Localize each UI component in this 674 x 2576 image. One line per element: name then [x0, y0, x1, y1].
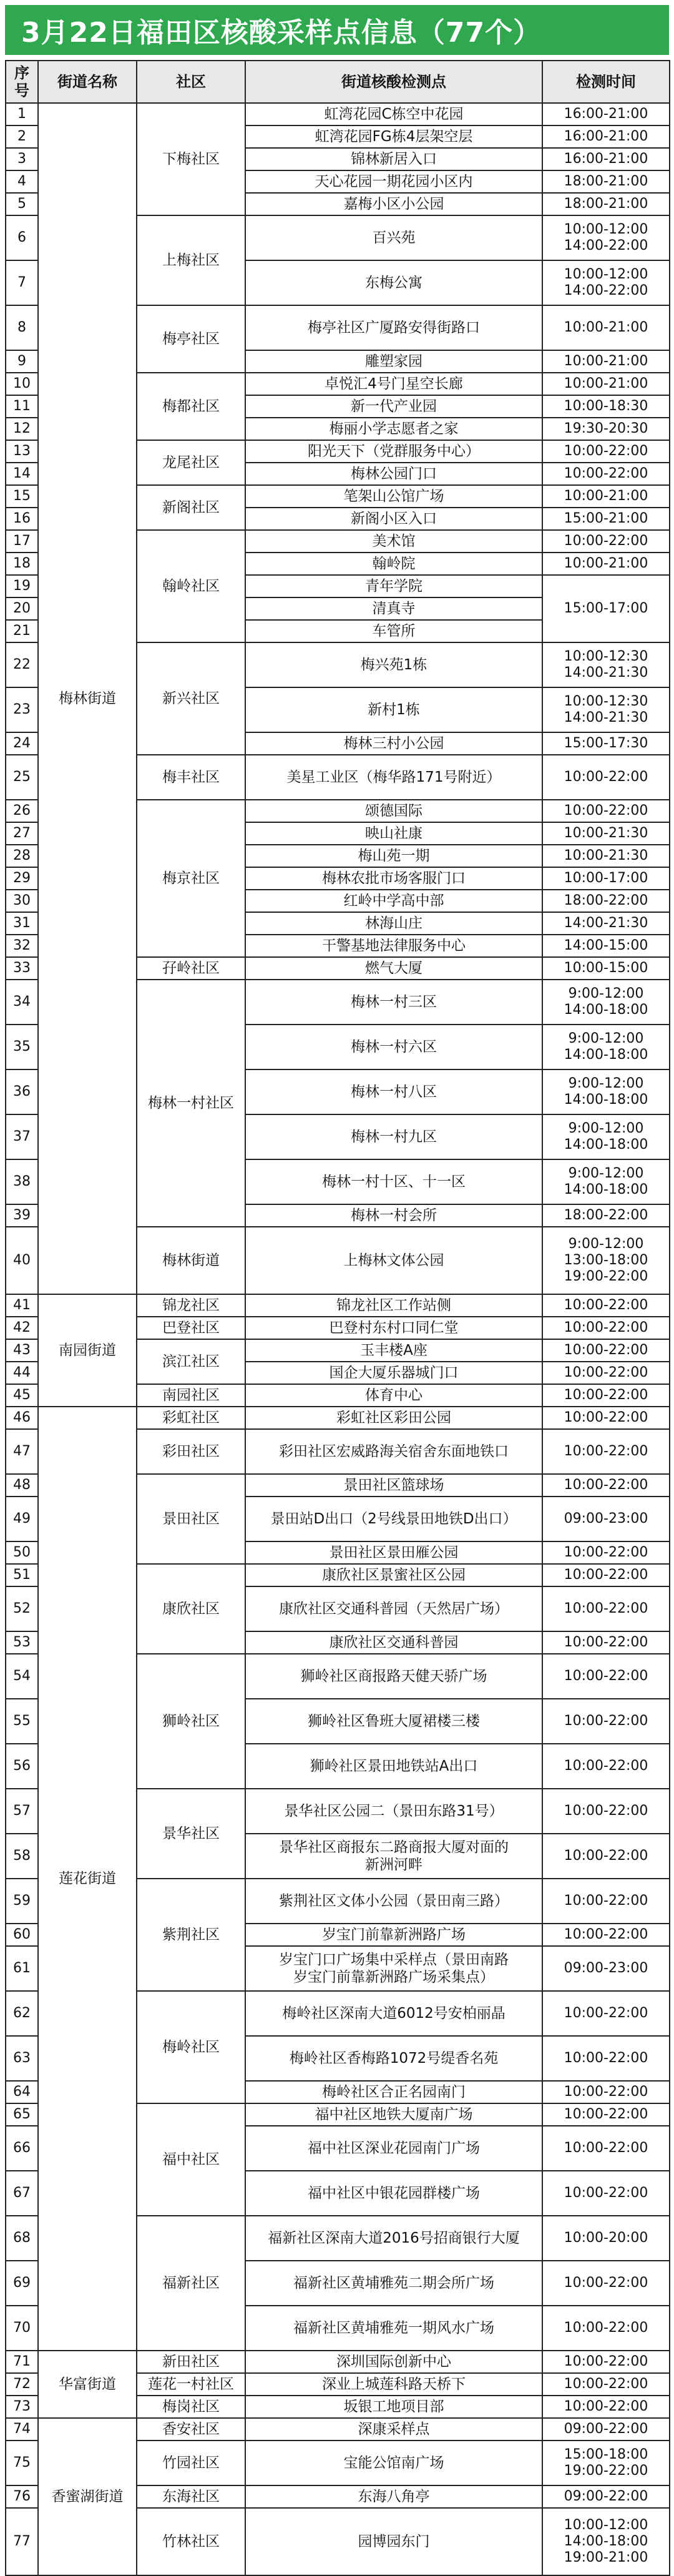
testing-time: 9:00-12:00 14:00-18:00: [542, 1025, 670, 1069]
table-body: [6, 103, 670, 2575]
row-seq: 65: [6, 2103, 38, 2126]
testing-site: 虹湾花园FG栋4层架空层: [245, 125, 542, 148]
community-name: 南园社区: [137, 1384, 245, 1407]
testing-site: 新村1栋: [245, 687, 542, 732]
row-seq: 71: [6, 2351, 38, 2373]
testing-site: 青年学院: [245, 575, 542, 597]
header-time: 检测时间: [542, 61, 670, 103]
row-seq: 69: [6, 2261, 38, 2306]
row-seq: 13: [6, 440, 38, 463]
community-name: 竹林社区: [137, 2508, 245, 2575]
row-seq: 60: [6, 1924, 38, 1946]
row-seq: 75: [6, 2441, 38, 2485]
testing-site: 坂银工地项目部: [245, 2396, 542, 2418]
testing-site: 巴登村东村口同仁堂: [245, 1317, 542, 1339]
testing-site: 紫荆社区文体小公园（景田南三路）: [245, 1879, 542, 1924]
testing-site: 嘉梅小区小公园: [245, 193, 542, 215]
testing-site: 景田社区景田雁公园: [245, 1541, 542, 1564]
testing-time: 10:00-22:00: [542, 1317, 670, 1339]
testing-time: 10:00-22:00: [542, 1699, 670, 1744]
row-seq: 28: [6, 845, 38, 867]
testing-site: 林海山庄: [245, 912, 542, 935]
street-name: 莲花街道: [38, 1407, 137, 2351]
testing-time: 10:00-22:00: [542, 2373, 670, 2396]
row-seq: 23: [6, 687, 38, 732]
community-name: 竹园社区: [137, 2441, 245, 2485]
row-seq: 4: [6, 170, 38, 193]
testing-site: 宝能公馆南广场: [245, 2441, 542, 2485]
row-seq: 49: [6, 1497, 38, 1541]
testing-time: 10:00-22:00: [542, 1654, 670, 1699]
community-name: 狮岭社区: [137, 1654, 245, 1789]
testing-time: 10:00-22:00: [542, 1631, 670, 1654]
row-seq: 46: [6, 1407, 38, 1429]
row-seq: 59: [6, 1879, 38, 1924]
testing-time: 10:00-15:00: [542, 957, 670, 980]
testing-time: 15:00-18:00 19:00-22:00: [542, 2441, 670, 2485]
testing-site: 福新社区深南大道2016号招商银行大厦: [245, 2216, 542, 2261]
row-seq: 74: [6, 2418, 38, 2441]
testing-site: 梅亭社区广厦路安得街路口: [245, 305, 542, 350]
testing-site: 梅林一村三区: [245, 980, 542, 1025]
row-seq: 70: [6, 2306, 38, 2351]
testing-time: 10:00-22:00: [542, 530, 670, 553]
header-row: [6, 61, 670, 103]
testing-site: 园博园东门: [245, 2508, 542, 2575]
testing-site: 国企大厦乐器城门口: [245, 1362, 542, 1384]
community-name: 福中社区: [137, 2103, 245, 2216]
testing-time: 10:00-22:00: [542, 1789, 670, 1834]
testing-site: 岁宝门口广场集中采样点（景田南路 岁宝门前靠新洲路广场采集点）: [245, 1946, 542, 1991]
testing-site: 百兴苑: [245, 215, 542, 260]
row-seq: 32: [6, 935, 38, 957]
testing-site: 梅岭社区合正名园南门: [245, 2081, 542, 2103]
row-seq: 10: [6, 373, 38, 395]
row-seq: 68: [6, 2216, 38, 2261]
testing-time: 10:00-22:00: [542, 1744, 670, 1789]
page-title: 3月22日福田区核酸采样点信息（77个）: [21, 17, 542, 49]
testing-site: 深康采样点: [245, 2418, 542, 2441]
testing-time: 10:00-21:30: [542, 822, 670, 845]
testing-time: 18:00-21:00: [542, 170, 670, 193]
row-seq: 51: [6, 1564, 38, 1586]
community-name: 景田社区: [137, 1474, 245, 1564]
row-seq: 2: [6, 125, 38, 148]
row-seq: 29: [6, 867, 38, 890]
testing-time: 10:00-22:00: [542, 1429, 670, 1474]
testing-site: 梅林三村小公园: [245, 732, 542, 755]
testing-time: 9:00-12:00 14:00-18:00: [542, 1069, 670, 1114]
testing-time: 9:00-12:00 14:00-18:00: [542, 1114, 670, 1159]
row-seq: 58: [6, 1834, 38, 1879]
testing-time: 9:00-12:00 14:00-18:00: [542, 980, 670, 1025]
testing-site: 阳光天下（党群服务中心）: [245, 440, 542, 463]
testing-site: 颂德国际: [245, 800, 542, 822]
testing-site: 新一代产业园: [245, 395, 542, 418]
row-seq: 9: [6, 350, 38, 373]
community-name: 梅岭社区: [137, 1991, 245, 2103]
row-seq: 53: [6, 1631, 38, 1654]
community-name: 新田社区: [137, 2351, 245, 2373]
testing-site: 深圳国际创新中心: [245, 2351, 542, 2373]
testing-time: 10:00-12:00 14:00-22:00: [542, 215, 670, 260]
testing-site: 梅岭社区香梅路1072号缇香名苑: [245, 2036, 542, 2081]
row-seq: 33: [6, 957, 38, 980]
testing-time: 10:00-22:00: [542, 1564, 670, 1586]
row-seq: 54: [6, 1654, 38, 1699]
community-name: 彩田社区: [137, 1429, 245, 1474]
testing-time: 10:00-22:00: [542, 1991, 670, 2036]
row-seq: 52: [6, 1586, 38, 1631]
testing-site: 岁宝门前靠新洲路广场: [245, 1924, 542, 1946]
community-name: 福新社区: [137, 2216, 245, 2351]
community-name: 莲花一村社区: [137, 2373, 245, 2396]
testing-time: 10:00-22:00: [542, 2396, 670, 2418]
testing-time: 10:00-17:00: [542, 867, 670, 890]
community-name: 东海社区: [137, 2485, 245, 2508]
testing-site: 梅林一村六区: [245, 1025, 542, 1069]
testing-time: 10:00-22:00: [542, 1339, 670, 1362]
row-seq: 67: [6, 2171, 38, 2216]
community-name: 梅亭社区: [137, 305, 245, 373]
testing-site: 翰岭院: [245, 553, 542, 575]
row-seq: 15: [6, 485, 38, 508]
testing-time: 10:00-22:00: [542, 2171, 670, 2216]
row-seq: 76: [6, 2485, 38, 2508]
community-name: 香安社区: [137, 2418, 245, 2441]
community-name: 上梅社区: [137, 215, 245, 305]
testing-time: 10:00-12:30 14:00-21:30: [542, 642, 670, 687]
testing-site: 美术馆: [245, 530, 542, 553]
row-seq: 11: [6, 395, 38, 418]
row-seq: 22: [6, 642, 38, 687]
row-seq: 6: [6, 215, 38, 260]
testing-time: 16:00-21:00: [542, 103, 670, 125]
street-name: 南园街道: [38, 1294, 137, 1407]
row-seq: 66: [6, 2126, 38, 2171]
testing-site: 梅岭社区深南大道6012号安柏丽晶: [245, 1991, 542, 2036]
testing-time: 10:00-12:00 14:00-18:00 19:00-21:00: [542, 2508, 670, 2575]
testing-site: 景华社区公园二（景田东路31号）: [245, 1789, 542, 1834]
header-community: 社区: [137, 61, 245, 103]
testing-site: 梅兴苑1栋: [245, 642, 542, 687]
testing-time: 10:00-22:00: [542, 1294, 670, 1317]
testing-site: 卓悦汇4号门星空长廊: [245, 373, 542, 395]
community-name: 紫荆社区: [137, 1879, 245, 1991]
street-name: 梅林街道: [38, 103, 137, 1294]
testing-site: 东梅公寓: [245, 260, 542, 305]
row-seq: 45: [6, 1384, 38, 1407]
row-seq: 36: [6, 1069, 38, 1114]
community-name: 下梅社区: [137, 103, 245, 215]
table-row: [6, 2351, 670, 2373]
testing-time: 10:00-18:30: [542, 395, 670, 418]
testing-site: 梅山苑一期: [245, 845, 542, 867]
row-seq: 55: [6, 1699, 38, 1744]
testing-site: 梅林一村八区: [245, 1069, 542, 1114]
testing-site: 康欣社区交通科普园: [245, 1631, 542, 1654]
row-seq: 42: [6, 1317, 38, 1339]
testing-time: 16:00-21:00: [542, 125, 670, 148]
row-seq: 3: [6, 148, 38, 170]
testing-site: 狮岭社区鲁班大厦裙楼三楼: [245, 1699, 542, 1744]
testing-time: 9:00-12:00 14:00-18:00: [542, 1159, 670, 1204]
testing-time: 10:00-22:00: [542, 2103, 670, 2126]
row-seq: 20: [6, 597, 38, 620]
testing-site: 雕塑家园: [245, 350, 542, 373]
testing-site: 梅林一村会所: [245, 1204, 542, 1227]
testing-time: 10:00-22:00: [542, 1384, 670, 1407]
community-name: 新阁社区: [137, 485, 245, 530]
row-seq: 39: [6, 1204, 38, 1227]
row-seq: 19: [6, 575, 38, 597]
row-seq: 57: [6, 1789, 38, 1834]
testing-time: 10:00-21:30: [542, 845, 670, 867]
title-banner: [5, 5, 669, 55]
row-seq: 47: [6, 1429, 38, 1474]
testing-time: 16:00-21:00: [542, 148, 670, 170]
row-seq: 62: [6, 1991, 38, 2036]
row-seq: 48: [6, 1474, 38, 1497]
community-name: 孖岭社区: [137, 957, 245, 980]
header-seq: 序号: [6, 61, 38, 103]
testing-time: 10:00-22:00: [542, 1541, 670, 1564]
testing-site: 红岭中学高中部: [245, 890, 542, 912]
community-name: 梅林街道: [137, 1227, 245, 1294]
row-seq: 77: [6, 2508, 38, 2575]
testing-time: 18:00-22:00: [542, 890, 670, 912]
table-row: [6, 1294, 670, 1317]
testing-sites-table: [5, 60, 670, 2576]
row-seq: 38: [6, 1159, 38, 1204]
testing-time: 18:00-21:00: [542, 193, 670, 215]
testing-time: 10:00-22:00: [542, 1924, 670, 1946]
row-seq: 73: [6, 2396, 38, 2418]
testing-site: 深业上城莲科路天桥下: [245, 2373, 542, 2396]
testing-time: 10:00-22:00: [542, 1474, 670, 1497]
row-seq: 7: [6, 260, 38, 305]
testing-site: 福新社区黄埔雅苑二期会所广场: [245, 2261, 542, 2306]
community-name: 梅丰社区: [137, 755, 245, 800]
testing-site: 锦龙社区工作站侧: [245, 1294, 542, 1317]
testing-site: 福中社区深业花园南门广场: [245, 2126, 542, 2171]
row-seq: 24: [6, 732, 38, 755]
row-seq: 1: [6, 103, 38, 125]
row-seq: 18: [6, 553, 38, 575]
row-seq: 5: [6, 193, 38, 215]
testing-site: 梅林公园门口: [245, 463, 542, 485]
testing-time: 18:00-22:00: [542, 1204, 670, 1227]
row-seq: 8: [6, 305, 38, 350]
community-name: 翰岭社区: [137, 530, 245, 642]
testing-site: 彩虹社区彩田公园: [245, 1407, 542, 1429]
row-seq: 56: [6, 1744, 38, 1789]
testing-site: 体育中心: [245, 1384, 542, 1407]
header-street: 街道名称: [38, 61, 137, 103]
community-name: 梅林一村社区: [137, 980, 245, 1227]
testing-time: 10:00-22:00: [542, 800, 670, 822]
testing-time: 09:00-22:00: [542, 2418, 670, 2441]
table-row: [6, 1407, 670, 1429]
testing-site: 玉丰楼A座: [245, 1339, 542, 1362]
row-seq: 12: [6, 418, 38, 440]
row-seq: 26: [6, 800, 38, 822]
community-name: 龙尾社区: [137, 440, 245, 485]
testing-site: 梅林一村十区、十一区: [245, 1159, 542, 1204]
testing-site: 映山社康: [245, 822, 542, 845]
community-name: 巴登社区: [137, 1317, 245, 1339]
testing-time: 10:00-12:30 14:00-21:30: [542, 687, 670, 732]
testing-time: 15:00-21:00: [542, 508, 670, 530]
testing-site: 美星工业区（梅华路171号附近）: [245, 755, 542, 800]
testing-site: 燃气大厦: [245, 957, 542, 980]
testing-site: 景田社区篮球场: [245, 1474, 542, 1497]
testing-site: 锦林新居入口: [245, 148, 542, 170]
testing-site: 福中社区地铁大厦南广场: [245, 2103, 542, 2126]
testing-site: 虹湾花园C栋空中花园: [245, 103, 542, 125]
street-name: 香蜜湖街道: [38, 2418, 137, 2575]
testing-time: 10:00-22:00: [542, 2126, 670, 2171]
testing-site: 梅林农批市场客服门口: [245, 867, 542, 890]
testing-time: 10:00-22:00: [542, 1834, 670, 1879]
testing-time: 09:00-23:00: [542, 1497, 670, 1541]
testing-time: 10:00-22:00: [542, 2081, 670, 2103]
street-name: 华富街道: [38, 2351, 137, 2418]
testing-site: 干警基地法律服务中心: [245, 935, 542, 957]
testing-site: 清真寺: [245, 597, 542, 620]
testing-time: 15:00-17:30: [542, 732, 670, 755]
testing-time: 10:00-22:00: [542, 2261, 670, 2306]
row-seq: 40: [6, 1227, 38, 1294]
testing-site: 东海八角亭: [245, 2485, 542, 2508]
testing-time: 09:00-22:00: [542, 2485, 670, 2508]
row-seq: 34: [6, 980, 38, 1025]
testing-site: 康欣社区交通科普园（天然居广场）: [245, 1586, 542, 1631]
testing-time: 10:00-21:00: [542, 350, 670, 373]
testing-time: 19:30-20:30: [542, 418, 670, 440]
testing-site: 上梅林文体公园: [245, 1227, 542, 1294]
testing-site: 车管所: [245, 620, 542, 642]
testing-site: 康欣社区景蜜社区公园: [245, 1564, 542, 1586]
testing-site: 彩田社区宏威路海关宿舍东面地铁口: [245, 1429, 542, 1474]
testing-time: 10:00-12:00 14:00-22:00: [542, 260, 670, 305]
row-seq: 37: [6, 1114, 38, 1159]
row-seq: 41: [6, 1294, 38, 1317]
testing-site: 福中社区中银花园群楼广场: [245, 2171, 542, 2216]
testing-time: 10:00-21:00: [542, 485, 670, 508]
row-seq: 50: [6, 1541, 38, 1564]
community-name: 梅岗社区: [137, 2396, 245, 2418]
testing-site: 狮岭社区景田地铁站A出口: [245, 1744, 542, 1789]
testing-time: 10:00-22:00: [542, 1407, 670, 1429]
community-name: 滨江社区: [137, 1339, 245, 1384]
testing-site: 梅丽小学志愿者之家: [245, 418, 542, 440]
community-name: 新兴社区: [137, 642, 245, 755]
testing-time: 14:00-21:30: [542, 912, 670, 935]
testing-time: 10:00-21:00: [542, 305, 670, 350]
testing-time: 10:00-22:00: [542, 1586, 670, 1631]
testing-time: 10:00-22:00: [542, 2306, 670, 2351]
testing-time: 10:00-20:00: [542, 2216, 670, 2261]
testing-site: 新阁小区入口: [245, 508, 542, 530]
testing-time: 10:00-22:00: [542, 1879, 670, 1924]
row-seq: 35: [6, 1025, 38, 1069]
testing-time: 10:00-22:00: [542, 2036, 670, 2081]
row-seq: 21: [6, 620, 38, 642]
row-seq: 72: [6, 2373, 38, 2396]
row-seq: 30: [6, 890, 38, 912]
row-seq: 25: [6, 755, 38, 800]
row-seq: 17: [6, 530, 38, 553]
community-name: 彩虹社区: [137, 1407, 245, 1429]
testing-time: 10:00-22:00: [542, 1362, 670, 1384]
row-seq: 43: [6, 1339, 38, 1362]
row-seq: 16: [6, 508, 38, 530]
testing-site: 天心花园一期花园小区内: [245, 170, 542, 193]
testing-time: 10:00-22:00: [542, 2351, 670, 2373]
community-name: 景华社区: [137, 1789, 245, 1879]
row-seq: 44: [6, 1362, 38, 1384]
row-seq: 64: [6, 2081, 38, 2103]
testing-time: 9:00-12:00 13:00-18:00 19:00-22:00: [542, 1227, 670, 1294]
testing-time: 10:00-22:00: [542, 755, 670, 800]
testing-site: 狮岭社区商报路天健天骄广场: [245, 1654, 542, 1699]
testing-site: 福新社区黄埔雅苑一期风水广场: [245, 2306, 542, 2351]
testing-time: 10:00-22:00: [542, 440, 670, 463]
header-site: 街道核酸检测点: [245, 61, 542, 103]
table-row: [6, 2418, 670, 2441]
testing-site: 景华社区商报东二路商报大厦对面的 新洲河畔: [245, 1834, 542, 1879]
testing-time: 09:00-23:00: [542, 1946, 670, 1991]
row-seq: 31: [6, 912, 38, 935]
table-row: [6, 103, 670, 125]
row-seq: 14: [6, 463, 38, 485]
testing-time: 15:00-17:00: [542, 575, 670, 642]
testing-site: 景田站D出口（2号线景田地铁D出口）: [245, 1497, 542, 1541]
testing-time: 10:00-22:00: [542, 463, 670, 485]
community-name: 锦龙社区: [137, 1294, 245, 1317]
testing-time: 14:00-15:00: [542, 935, 670, 957]
row-seq: 27: [6, 822, 38, 845]
community-name: 康欣社区: [137, 1564, 245, 1654]
testing-site: 笔架山公馆广场: [245, 485, 542, 508]
testing-time: 10:00-21:00: [542, 553, 670, 575]
testing-time: 10:00-21:00: [542, 373, 670, 395]
community-name: 梅京社区: [137, 800, 245, 957]
community-name: 梅都社区: [137, 373, 245, 440]
testing-site: 梅林一村九区: [245, 1114, 542, 1159]
row-seq: 61: [6, 1946, 38, 1991]
row-seq: 63: [6, 2036, 38, 2081]
